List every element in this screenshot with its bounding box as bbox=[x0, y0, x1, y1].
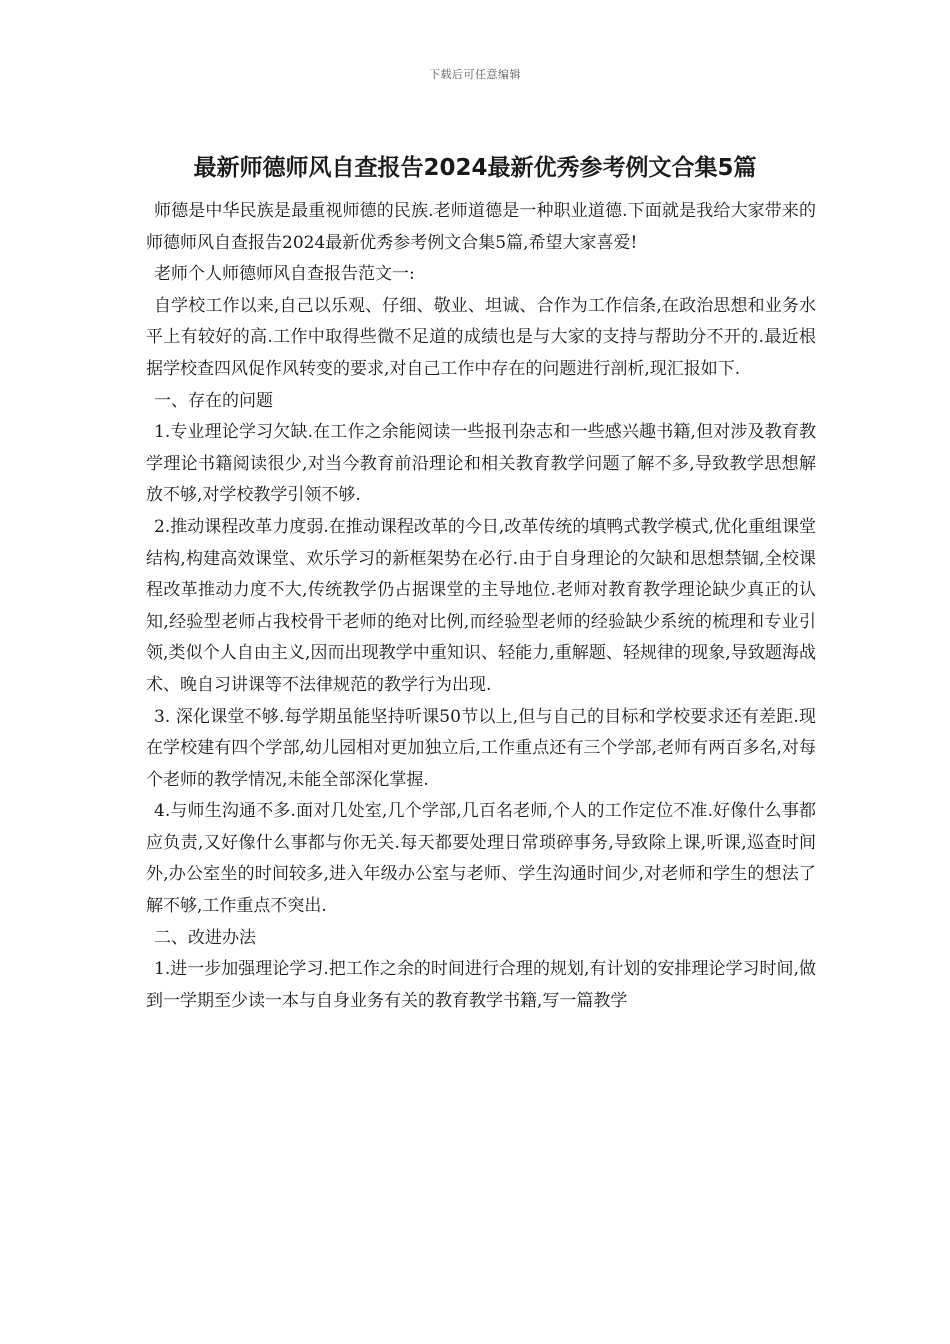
paragraph-problem-1: 1.专业理论学习欠缺.在工作之余能阅读一些报刊杂志和一些感兴趣书籍,但对涉及教育教学理论书籍阅读很少,对当今教育前沿理论和相关教育教学问题了解不多,导致教学思想解放不够,对学校教学引领不够. bbox=[146, 422, 816, 506]
paragraph-body: 自学校工作以来,自己以乐观、仔细、敬业、坦诚、合作为工作信条,在政治思想和业务水平上有较好的高.工作中取得些微不足道的成绩也是与大家的支持与帮助分不开的.最近根据学校查四风促作风转变的要求,对自己工作中存在的问题进行剖析,现汇报如下. bbox=[146, 295, 816, 379]
paragraph-improvement-1: 1.进一步加强理论学习.把工作之余的时间进行合理的规划,有计划的安排理论学习时间,做到一学期至少读一本与自身业务有关的教育教学书籍,写一篇教学 bbox=[146, 959, 816, 1011]
paragraph-problem-3: 3. 深化课堂不够.每学期虽能坚持听课50节以上,但与自己的目标和学校要求还有差距.现在学校建有四个学部,幼儿园相对更加独立后,工作重点还有三个学部,老师有两百多名,对每个老师的教学情况,未能全部深化掌握. bbox=[146, 706, 816, 790]
heading-improvements: 二、改进办法 bbox=[154, 927, 256, 948]
paragraph-problem-2: 2.推动课程改革力度弱.在推动课程改革的今日,改革传统的填鸭式教学模式,优化重组课堂结构,构建高效课堂、欢乐学习的新框架势在必行.由于自身理论的欠缺和思想禁锢,全校课程改革推动力度不大,传统教学仍占据课堂的主导地位.老师对教育教学理论缺少真正的认知,经验型老师占我校骨干老师的绝对比例,而经验型老师的经验缺少系统的梳理和专业引领,类似个人自由主义,因而出现教学中重知识、轻能力,重解题、轻规律的现象,导致题海战术、晚自习讲课等不法律规范的教学行为出现. bbox=[146, 516, 816, 695]
paragraph-section-heading: 老师个人师德师风自查报告范文一: bbox=[154, 264, 415, 285]
page-header-note: 下载后可任意编辑 bbox=[429, 68, 521, 81]
heading-problems: 一、存在的问题 bbox=[154, 390, 273, 411]
paragraph-intro: 师德是中华民族是最重视师德的民族.老师道德是一种职业道德.下面就是我给大家带来的师德师风自查报告2024最新优秀参考例文合集5篇,希望大家喜爱! bbox=[146, 201, 816, 253]
document-title: 最新师德师风自查报告2024最新优秀参考例文合集5篇 bbox=[193, 155, 757, 181]
document-body bbox=[146, 196, 816, 1017]
paragraph-problem-4: 4.与师生沟通不多.面对几处室,几个学部,几百名老师,个人的工作定位不准.好像什么事都应负责,又好像什么事都与你无关.每天都要处理日常琐碎事务,导致除上课,听课,巡查时间外,办公室坐的时间较多,进入年级办公室与老师、学生沟通时间少,对老师和学生的想法了解不够,工作重点不突出. bbox=[146, 801, 816, 917]
